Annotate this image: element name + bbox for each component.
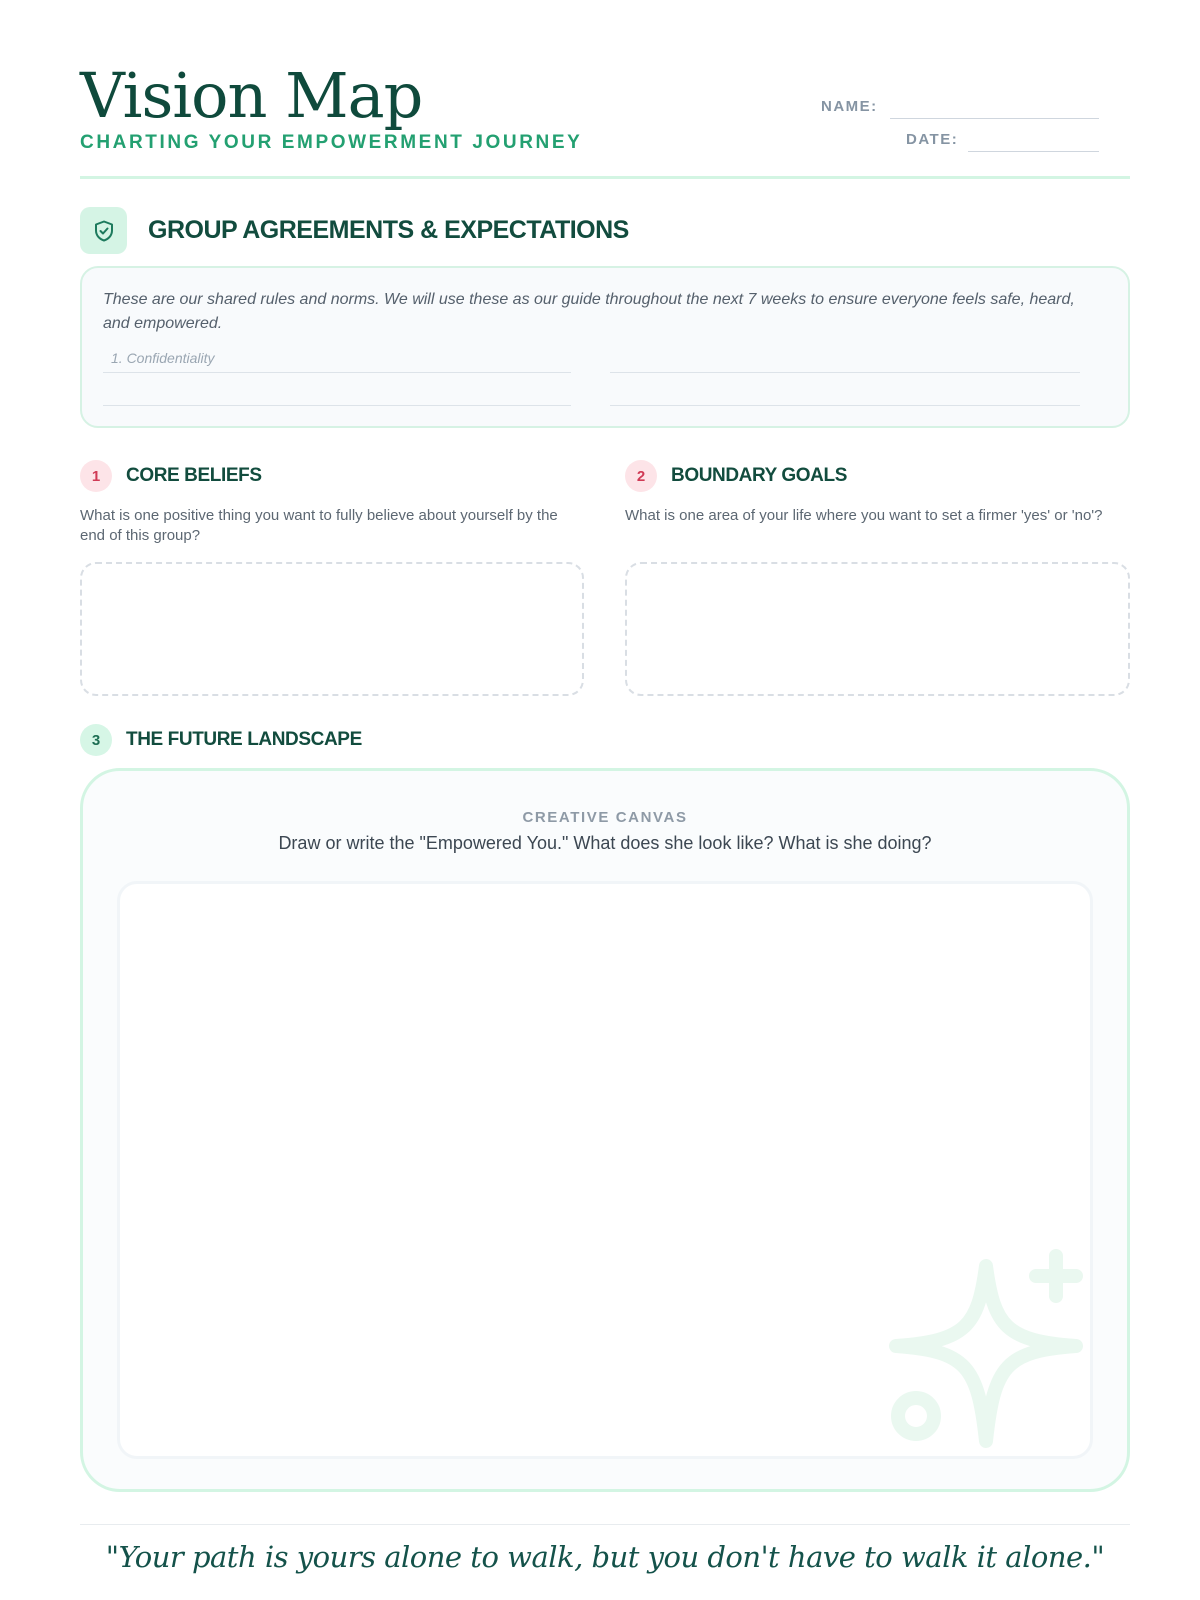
name-label: NAME: — [821, 98, 878, 115]
boundary-goals-prompt: What is one area of your life where you want to set a firmer 'yes' or 'no'? — [625, 507, 1103, 524]
footer-divider — [80, 1524, 1130, 1525]
core-beliefs-prompt: What is one positive thing you want to fully believe about yourself by the end of this group? — [80, 507, 558, 544]
boundary-goals-answer-box[interactable] — [625, 562, 1130, 696]
agreements-box — [80, 266, 1130, 428]
core-beliefs-number-badge: 1 — [80, 460, 112, 492]
name-field[interactable] — [890, 118, 1099, 119]
shield-check-icon — [80, 207, 127, 254]
footer-quote: "Your path is yours alone to walk, but you don't have to walk it alone." — [105, 1540, 1105, 1574]
header — [80, 58, 1130, 178]
boundary-goals-number-badge: 2 — [625, 460, 657, 492]
page-subtitle: CHARTING YOUR EMPOWERMENT JOURNEY — [80, 132, 583, 153]
future-landscape-title: THE FUTURE LANDSCAPE — [126, 729, 362, 750]
sparkle-icon — [886, 1246, 1093, 1456]
agreement-line-4[interactable] — [610, 405, 1080, 406]
future-landscape-number-badge: 3 — [80, 724, 112, 756]
canvas-prompt: Draw or write the "Empowered You." What does she look like? What is she doing? — [278, 833, 932, 853]
core-beliefs-answer-box[interactable] — [80, 562, 584, 696]
core-beliefs-title: CORE BELIEFS — [126, 465, 262, 486]
creative-canvas — [80, 768, 1130, 1492]
agreement-line-1[interactable] — [103, 372, 571, 373]
drawing-area[interactable] — [117, 881, 1093, 1459]
canvas-label: CREATIVE CANVAS — [522, 809, 688, 826]
agreement-line-3[interactable] — [103, 405, 571, 406]
header-divider — [80, 176, 1130, 179]
boundary-goals-title: BOUNDARY GOALS — [671, 465, 847, 486]
agreement-item-1-placeholder: 1. Confidentiality — [111, 350, 215, 366]
agreements-description: These are our shared rules and norms. We will use these as our guide throughout the next 7 weeks to ensure everyone feels safe, heard, and empowered. — [103, 291, 1075, 332]
date-label: DATE: — [906, 131, 959, 148]
agreements-title: GROUP AGREEMENTS & EXPECTATIONS — [148, 216, 629, 244]
date-field[interactable] — [968, 151, 1099, 152]
agreement-line-2[interactable] — [610, 372, 1080, 373]
page-title: Vision Map — [80, 59, 423, 132]
